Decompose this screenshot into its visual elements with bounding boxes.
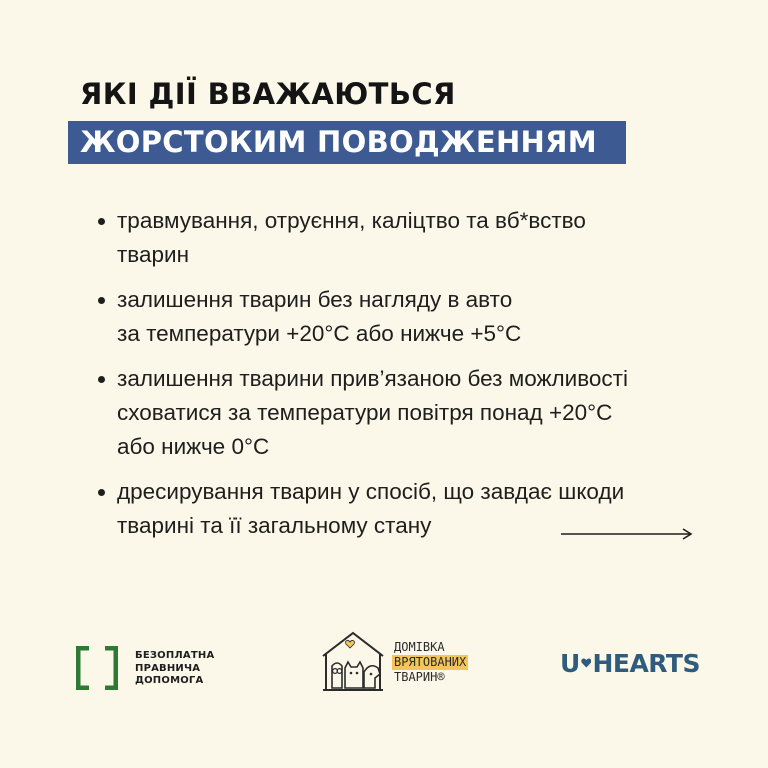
heart-icon: [581, 651, 592, 675]
bullet-text: тварин: [117, 242, 190, 267]
legal-aid-brackets-icon: [76, 646, 118, 690]
title-line-1: ЯКІ ДІЇ ВВАЖАЮТЬСЯ: [80, 77, 456, 111]
legal-aid-text: ПРАВНИЧА: [135, 662, 201, 674]
bullet-text: тварині та її загальному стану: [117, 513, 432, 538]
title-line-2: ЖОРСТОКИМ ПОВОДЖЕННЯМ: [80, 125, 597, 159]
bullet-text: за температури +20°C або нижче +5°C: [117, 321, 522, 346]
bullet-item: [96, 362, 696, 464]
uhearts-u: U: [560, 648, 580, 678]
uhearts-text: HEARTS: [592, 648, 700, 678]
bullet-text: залишення тварин без нагляду в авто: [117, 287, 513, 312]
shelter-text: ДОМІВКА: [394, 640, 445, 654]
bullet-dot: [98, 489, 105, 496]
shelter-logo: [320, 628, 480, 694]
legal-aid-text: БЕЗОПЛАТНА: [135, 650, 215, 661]
shelter-text: ТВАРИН®: [394, 670, 445, 684]
shelter-text-highlight: ВРЯТОВАНИХ: [394, 655, 467, 669]
legal-aid-logo: [76, 646, 226, 690]
bullet-text: або нижче 0°C: [117, 434, 270, 459]
bullet-item: [96, 283, 696, 351]
shelter-house-icon: [320, 628, 386, 694]
bullet-dot: [98, 297, 105, 304]
bullet-list: [96, 204, 696, 554]
uhearts-logo: [560, 646, 700, 680]
bullet-dot: [98, 376, 105, 383]
bullet-text: сховатися за температури повітря понад +20°C: [117, 400, 613, 425]
bullet-text: дресирування тварин у спосіб, що завдає шкоди: [117, 479, 625, 504]
bullet-dot: [98, 218, 105, 225]
legal-aid-text: ДОПОМОГА: [135, 675, 204, 686]
bullet-item: [96, 204, 696, 272]
bullet-text: травмування, отруєння, каліцтво та вб*вство: [117, 208, 586, 233]
arrow-right-icon[interactable]: [560, 524, 694, 544]
bullet-text: залишення тварини прив’язаною без можливості: [117, 366, 628, 391]
